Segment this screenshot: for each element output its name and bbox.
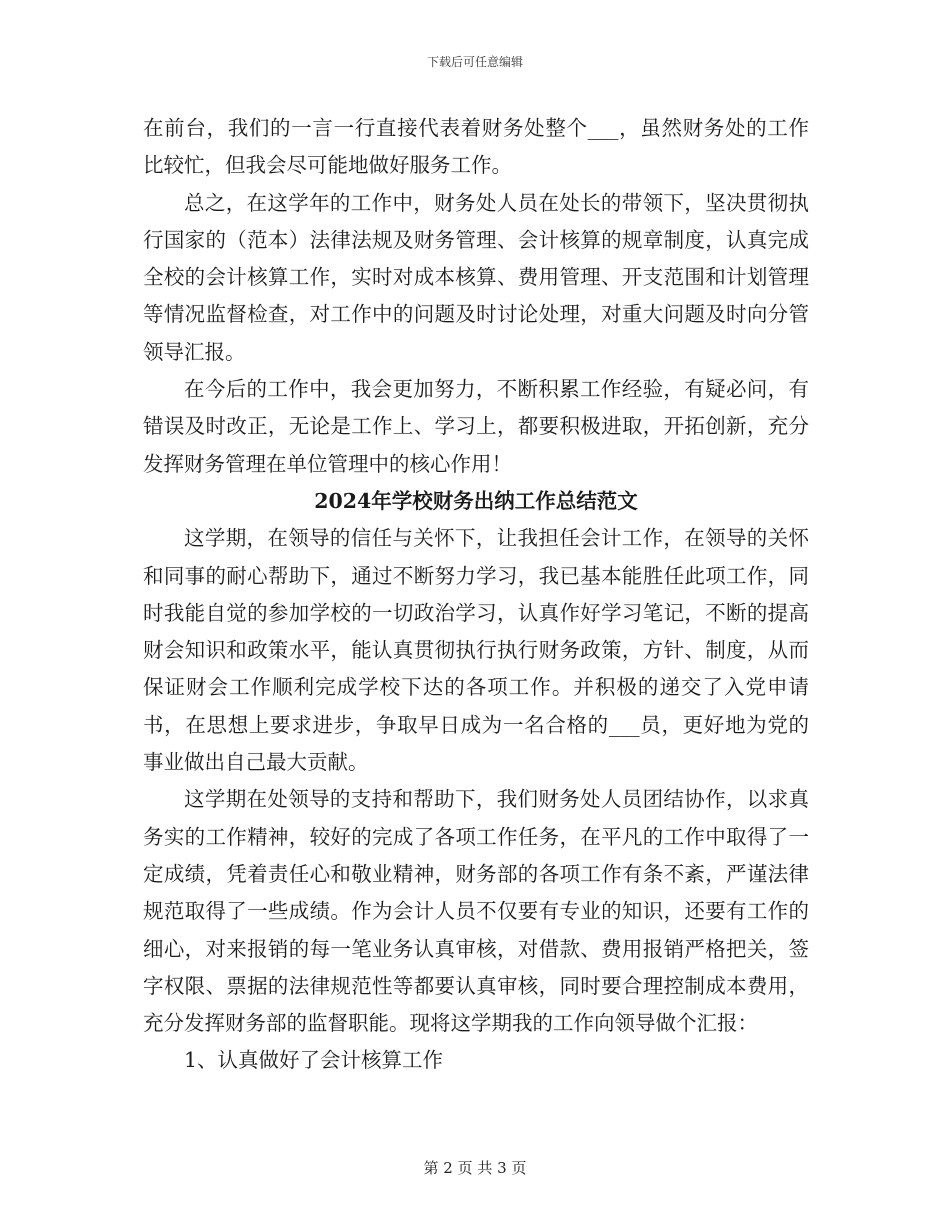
paragraph-future-work: 在今后的工作中，我会更加努力，不断积累工作经验，有疑必问，有错误及时改正，无论是工作上、学习上，都要积极进取，开拓创新，充分发挥财务管理在单位管理中的核心作用！ bbox=[143, 377, 809, 476]
paragraph-summary: 总之，在这学年的工作中，财务处人员在处长的带领下，坚决贯彻执行国家的（范本）法律法规及财务管理、会计核算的规章制度，认真完成全校的会计核算工作，实时对成本核算、费用管理、开支范围和计划管理等情况监督检查，对工作中的问题及时讨论处理，对重大问题及时向分管领导汇报。 bbox=[143, 190, 809, 364]
paragraph-semester-intro: 这学期，在领导的信任与关怀下，让我担任会计工作，在领导的关怀和同事的耐心帮助下，通过不断努力学习，我已基本能胜任此项工作，同时我能自觉的参加学校的一切政治学习，认真作好学习笔记，不断的提高财会知识和政策水平，能认真贯彻执行执行财务政策，方针、制度，从而保证财会工作顺利完成学校下达的各项工作。并积极的递交了入党申请书，在思想上要求进步，争取早日成为一名合格的___员，更好地为党的事业做出自己最大贡献。 bbox=[143, 526, 809, 775]
paragraph-front-desk: 在前台，我们的一言一行直接代表着财务处整个___，虽然财务处的工作比较忙，但我会尽可能地做好服务工作。 bbox=[143, 116, 809, 178]
header-note: 下载后可任意编辑 bbox=[426, 55, 523, 69]
section-heading-accounting: 1、认真做好了会计核算工作 bbox=[184, 1048, 444, 1073]
page-number: 第 2 页 共 3 页 bbox=[423, 1159, 527, 1177]
paragraph-semester-work: 这学期在处领导的支持和帮助下，我们财务处人员团结协作，以求真务实的工作精神，较好的完成了各项工作任务，在平凡的工作中取得了一定成绩，凭着责任心和敬业精神，财务部的各项工作有条不紊，严谨法律规范取得了一些成绩。作为会计人员不仅要有专业的知识，还要有工作的细心，对来报销的每一笔业务认真审核，对借款、费用报销严格把关，签字权限、票据的法律规范性等都要认真审核，同时要合理控制成本费用，充分发挥财务部的监督职能。现将这学期我的工作向领导做个汇报： bbox=[143, 787, 809, 1036]
document-title: 2024年学校财务出纳工作总结范文 bbox=[314, 488, 638, 513]
document-body bbox=[143, 110, 809, 1080]
